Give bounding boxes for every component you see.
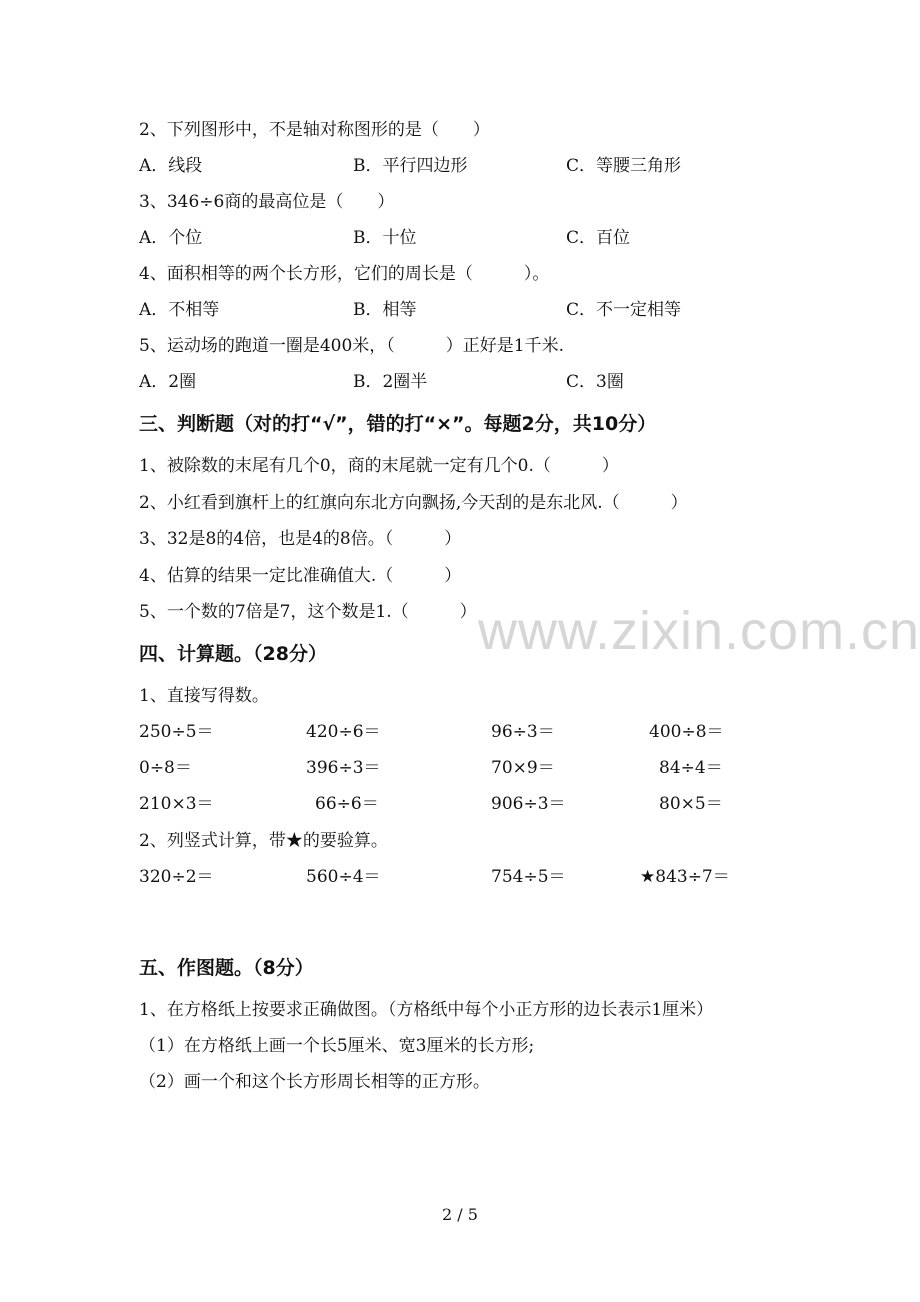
question-4-stem: 4、面积相等的两个长方形，它们的周长是（ ）。 (139, 264, 550, 284)
question-5-option-b: B．2圈半 (353, 372, 428, 392)
question-2-stem: 2、下列图形中，不是轴对称图形的是（ ） (139, 120, 490, 140)
question-3-stem: 3、346÷6商的最高位是（ ） (139, 192, 395, 212)
vertical-calc-item: ★843÷7＝ (640, 867, 730, 887)
question-2-option-b: B．平行四边形 (353, 156, 468, 176)
calc-item: 400÷8＝ (649, 722, 724, 742)
section-3-title: 三、判断题（对的打“√”，错的打“×”。每题2分，共10分） (139, 413, 657, 435)
question-5-option-c: C．3圈 (566, 372, 624, 392)
question-4-option-c: C．不一定相等 (566, 300, 682, 320)
question-2-option-a: A．线段 (139, 156, 203, 176)
question-4-option-a: A．不相等 (139, 300, 220, 320)
section-5-title: 五、作图题。（8分） (139, 957, 314, 979)
calc-item: 420÷6＝ (306, 722, 381, 742)
calc-item: 250÷5＝ (139, 722, 214, 742)
calc-item: 66÷6＝ (315, 794, 379, 814)
drawing-part-2: （2）画一个和这个长方形周长相等的正方形。 (139, 1072, 490, 1092)
section-4-title: 四、计算题。（28分） (139, 643, 327, 665)
calc-item: 70×9＝ (491, 758, 555, 778)
question-3-option-c: C．百位 (566, 228, 631, 248)
calc-item: 906÷3＝ (491, 794, 566, 814)
drawing-part-1: （1）在方格纸上画一个长5厘米、宽3厘米的长方形; (139, 1036, 535, 1056)
calc-item: 80×5＝ (659, 794, 723, 814)
calc-item: 0÷8＝ (139, 758, 192, 778)
watermark: www.zixin.com.cn (478, 601, 920, 661)
judge-item-3: 3、32是8的4倍，也是4的8倍。（ ） (139, 529, 462, 549)
calc-subtitle-2: 2、列竖式计算，带★的要验算。 (139, 831, 388, 851)
calc-item: 96÷3＝ (491, 722, 555, 742)
vertical-calc-item: 320÷2＝ (139, 867, 214, 887)
judge-item-1: 1、被除数的末尾有几个0，商的末尾就一定有几个0.（ ） (139, 456, 619, 476)
calc-subtitle-1: 1、直接写得数。 (139, 686, 269, 706)
question-3-option-a: A．个位 (139, 228, 203, 248)
calc-item: 396÷3＝ (306, 758, 381, 778)
question-3-option-b: B．十位 (353, 228, 417, 248)
judge-item-4: 4、估算的结果一定比准确值大.（ ） (139, 566, 462, 586)
question-4-option-b: B．相等 (353, 300, 417, 320)
calc-item: 84÷4＝ (659, 758, 723, 778)
question-5-option-a: A．2圈 (139, 372, 197, 392)
judge-item-2: 2、小红看到旗杆上的红旗向东北方向飘扬,今天刮的是东北风.（ ） (139, 493, 688, 513)
vertical-calc-item: 560÷4＝ (306, 867, 381, 887)
vertical-calc-item: 754÷5＝ (491, 867, 566, 887)
question-2-option-c: C．等腰三角形 (566, 156, 682, 176)
question-5-stem: 5、运动场的跑道一圈是400米，（ ）正好是1千米. (139, 336, 564, 356)
judge-item-5: 5、一个数的7倍是7，这个数是1.（ ） (139, 602, 477, 622)
page-number: 2 / 5 (442, 1205, 478, 1224)
calc-item: 210×3＝ (139, 794, 214, 814)
drawing-question-1: 1、在方格纸上按要求正确做图。（方格纸中每个小正方形的边长表示1厘米） (139, 1000, 714, 1020)
